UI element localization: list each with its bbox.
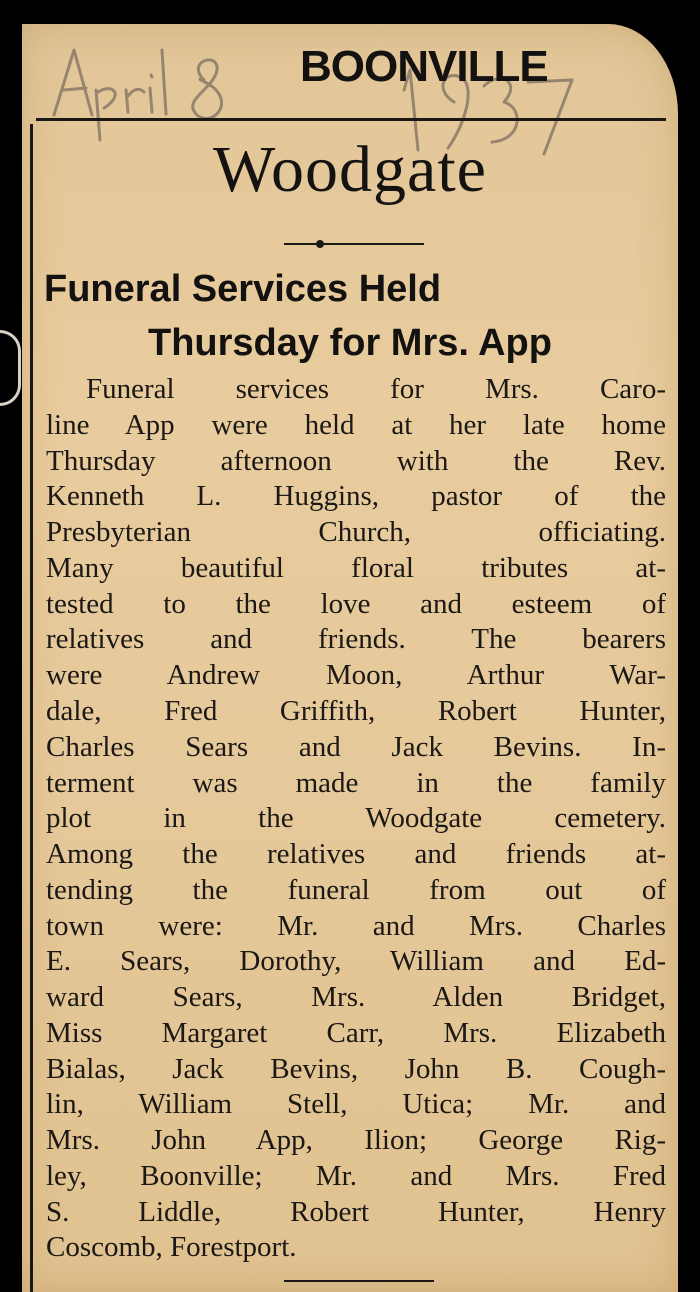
article-line: relatives and friends. The bearers [46, 623, 666, 655]
article-line: Funeral services for Mrs. Caro- [86, 373, 666, 405]
ornament-dot [316, 240, 324, 248]
article-line: Many beautiful floral tributes at- [46, 552, 666, 584]
article-line: ward Sears, Mrs. Alden Bridget, [46, 981, 666, 1013]
masthead-rule [36, 118, 666, 121]
article-line: line App were held at her late home [46, 409, 666, 441]
newspaper-masthead: BOONVILLE [300, 42, 548, 91]
article-line: Kenneth L. Huggins, pastor of the [46, 480, 666, 512]
binder-clip-mark [0, 330, 21, 406]
article-line: town were: Mr. and Mrs. Charles [46, 910, 666, 942]
article-line: terment was made in the family [46, 767, 666, 799]
section-title: Woodgate [213, 133, 487, 206]
article-line: E. Sears, Dorothy, William and Ed- [46, 945, 666, 977]
end-rule [284, 1280, 434, 1282]
article-line: Presbyterian Church, officiating. [46, 516, 666, 548]
article-line: dale, Fred Griffith, Robert Hunter, [46, 695, 666, 727]
article-line: tending the funeral from out of [46, 874, 666, 906]
column-rule [30, 124, 33, 1292]
article-line: Mrs. John App, Ilion; George Rig- [46, 1124, 666, 1156]
ornament-divider [284, 243, 424, 245]
article-line: Charles Sears and Jack Bevins. In- [46, 731, 666, 763]
headline-line-1: Funeral Services Held [44, 268, 442, 310]
article-line: Bialas, Jack Bevins, John B. Cough- [46, 1053, 666, 1085]
article-line: Thursday afternoon with the Rev. [46, 445, 666, 477]
article-line: were Andrew Moon, Arthur War- [46, 659, 666, 691]
article-line: Miss Margaret Carr, Mrs. Elizabeth [46, 1017, 666, 1049]
article-line: Among the relatives and friends at- [46, 838, 666, 870]
article-line: S. Liddle, Robert Hunter, Henry [46, 1196, 666, 1228]
article-line: ley, Boonville; Mr. and Mrs. Fred [46, 1160, 666, 1192]
article-line: tested to the love and esteem of [46, 588, 666, 620]
article-line: plot in the Woodgate cemetery. [46, 802, 666, 834]
article-line: lin, William Stell, Utica; Mr. and [46, 1088, 666, 1120]
headline-line-2: Thursday for Mrs. App [148, 322, 552, 364]
article-line: Coscomb, Forestport. [46, 1231, 297, 1263]
